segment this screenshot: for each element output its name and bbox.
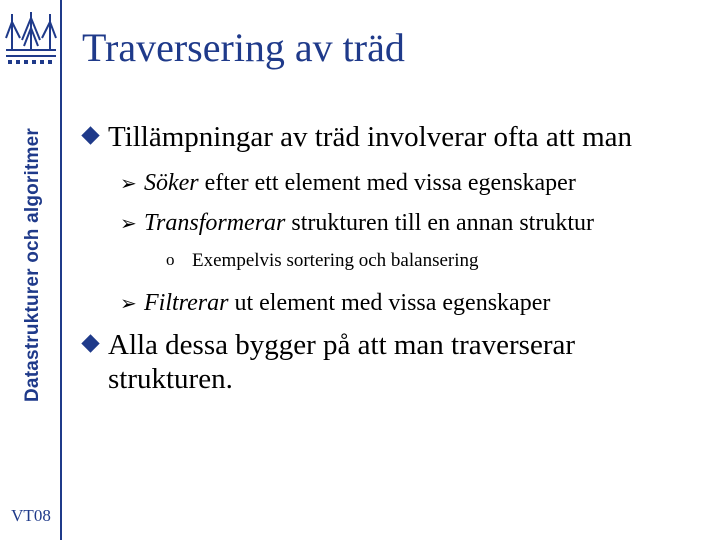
- sub-bullet-emphasis: Filtrerar: [144, 290, 229, 316]
- sub-bullet-item: [82, 168, 702, 198]
- bullet-text: Tillämpningar av träd involverar ofta att man: [108, 121, 633, 153]
- bullet-item: [82, 120, 702, 154]
- university-logo-icon: [4, 10, 58, 72]
- slide-content: [82, 120, 702, 396]
- sub-sub-bullet-item: [82, 248, 702, 274]
- circle-bullet-icon: o: [166, 250, 175, 269]
- bullet-item: [82, 328, 702, 396]
- course-title-vertical: Datastrukturer och algoritmer: [22, 128, 43, 402]
- course-code: VT08: [11, 506, 51, 525]
- arrow-bullet-icon: ➢: [120, 291, 137, 315]
- sub-bullet-item: [82, 208, 702, 238]
- sub-bullet-text: efter ett element med vissa egenskaper: [198, 170, 576, 196]
- arrow-bullet-icon: ➢: [120, 171, 137, 195]
- bullet-text: Alla dessa bygger på att man traverserar strukturen.: [108, 329, 576, 395]
- sidebar: [0, 0, 62, 540]
- sub-bullet-emphasis: Transformerar: [144, 210, 286, 236]
- slide-title: Traversering av träd: [82, 25, 405, 70]
- diamond-bullet-icon: [81, 126, 99, 144]
- arrow-bullet-icon: ➢: [120, 211, 137, 235]
- sub-bullet-text: strukturen till en annan struktur: [285, 210, 594, 236]
- sub-bullet-emphasis: Söker: [144, 170, 199, 196]
- sub-bullet-text: ut element med vissa egenskaper: [228, 290, 551, 316]
- diamond-bullet-icon: [81, 334, 99, 352]
- sub-bullet-item: [82, 288, 702, 318]
- sub-sub-bullet-text: Exempelvis sortering och balansering: [192, 250, 479, 271]
